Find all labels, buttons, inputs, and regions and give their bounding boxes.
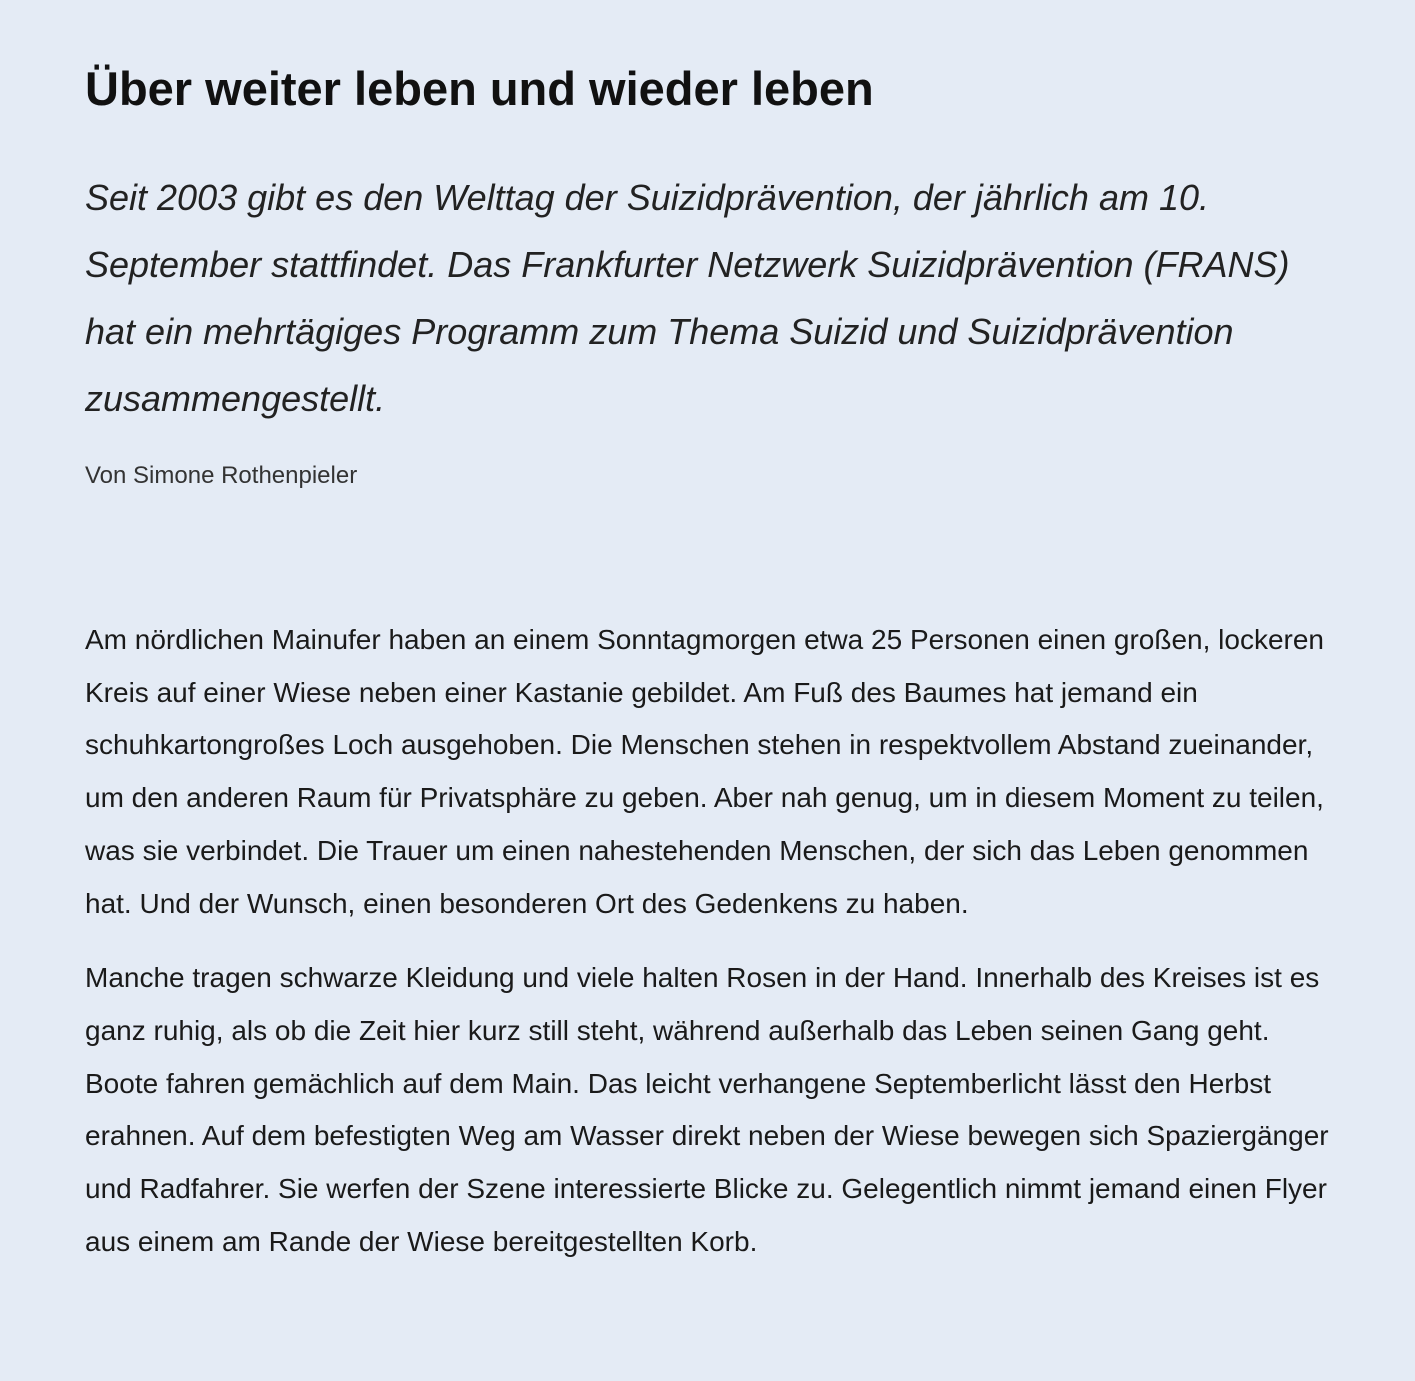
article-headline: Über weiter leben und wieder leben xyxy=(85,62,874,115)
article-lead: Seit 2003 gibt es den Welttag der Suizidprävention, der jährlich am 10. September stattfindet. Das Frankfurter Netzwerk Suizidprävention (FRANS) hat ein mehrtägiges Programm zum Thema Suizid und Suizidprävention zusammengestellt. xyxy=(85,177,1290,419)
body-paragraph: Manche tragen schwarze Kleidung und viele halten Rosen in der Hand. Innerhalb des Kreises ist es ganz ruhig, als ob die Zeit hier kurz still steht, während außerhalb das Leben seinen Gang geht. Boote fahren gemächlich auf dem Main. Das leicht verhangene Septemberlicht lässt den Herbst erahnen. Auf dem befestigten Weg am Wasser direkt neben der Wiese bewegen sich Spaziergänger und Radfahrer. Sie werfen der Szene interessierte Blicke zu. Gelegentlich nimmt jemand einen Flyer aus einem am Rande der Wiese bereitgestellten Korb. xyxy=(85,962,1329,1257)
article xyxy=(85,60,1345,1290)
body-paragraph: Am nördlichen Mainufer haben an einem Sonntagmorgen etwa 25 Personen einen großen, lockeren Kreis auf einer Wiese neben einer Kastanie gebildet. Am Fuß des Baumes hat jemand ein schuhkartongroßes Loch ausgehoben. Die Menschen stehen in respektvollem Abstand zueinander, um den anderen Raum für Privatsphäre zu geben. Aber nah genug, um in diesem Moment zu teilen, was sie verbindet. Die Trauer um einen nahestehenden Menschen, der sich das Leben genommen hat. Und der Wunsch, einen besonderen Ort des Gedenkens zu haben. xyxy=(85,624,1324,919)
article-body xyxy=(85,614,1345,1268)
article-byline: Von Simone Rothenpieler xyxy=(85,462,358,489)
